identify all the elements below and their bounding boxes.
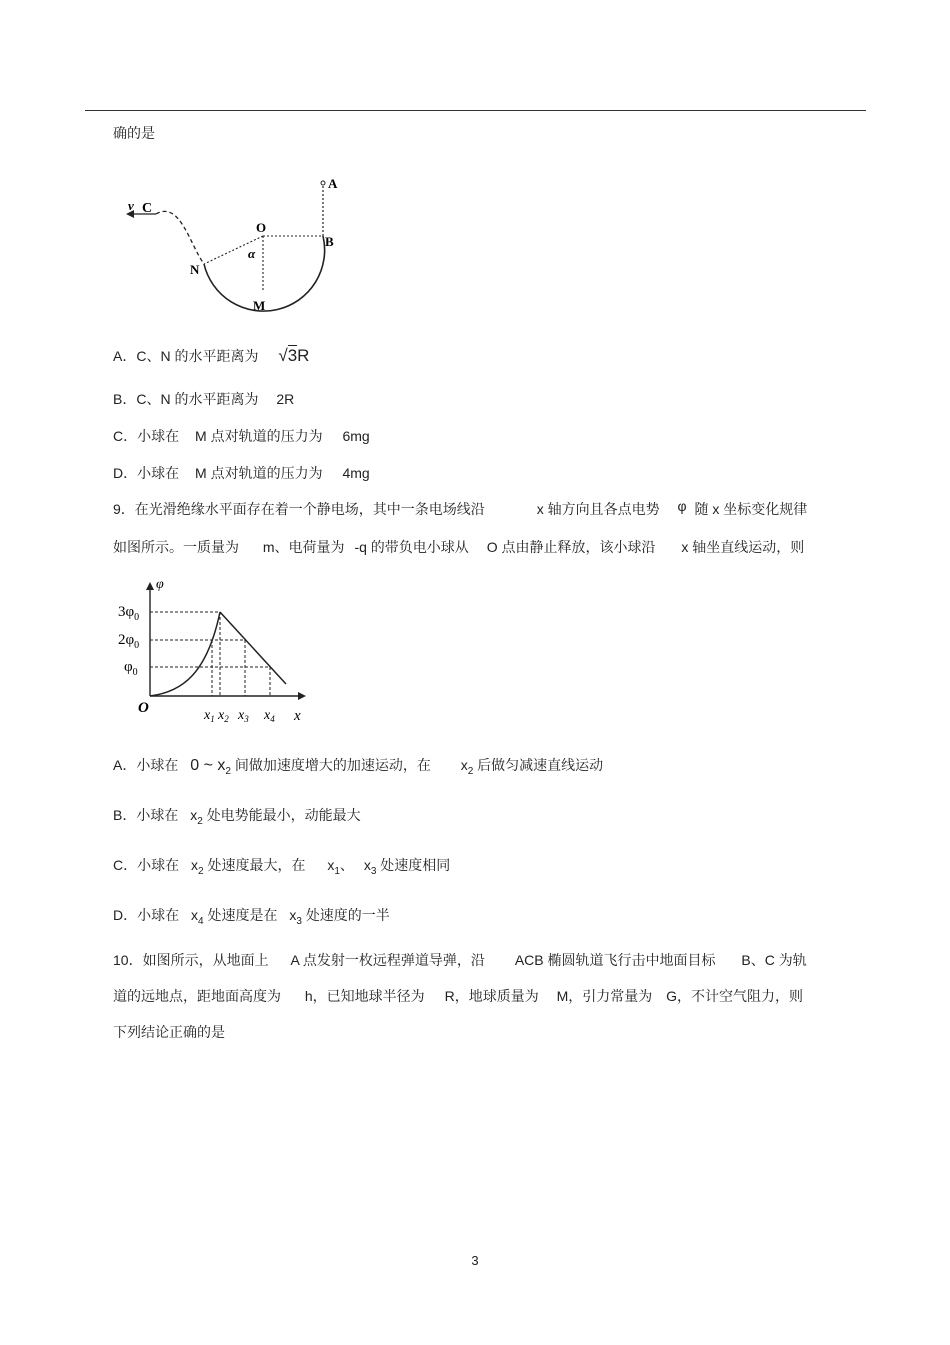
q9-d-x: x — [191, 907, 199, 923]
q8-b-text: B．C、N 的水平距离为 — [113, 391, 259, 407]
q10-line2 — [113, 986, 803, 1006]
q10-l1-d: B、C 为轨 — [741, 952, 807, 968]
q9-p1-c: 随 x 坐标变化规律 — [694, 501, 808, 517]
q8-option-d — [113, 463, 370, 483]
label-v: v — [128, 198, 134, 213]
q9-a-sub: 2 — [225, 766, 231, 777]
q9-c-prefix: C．小球在 — [113, 857, 180, 873]
q8-c-m: M — [195, 428, 207, 444]
q9-p2-b: m、电荷量为 — [262, 539, 345, 555]
q10-l1-b: A 点发射一枚远程弹道导弹，沿 — [290, 952, 485, 968]
q8-d-m: M — [195, 465, 207, 481]
q8-d-prefix: D．小球在 — [113, 465, 180, 481]
q8-c-prefix: C．小球在 — [113, 428, 180, 444]
q9-a-prefix: A．小球在 — [113, 757, 179, 773]
label-2phi0: $2\varphi_0$ — [118, 632, 140, 651]
q9-d-sub: 4 — [198, 916, 204, 927]
q10-line3: 下列结论正确的是 — [113, 1024, 225, 1040]
q9-c-mid: 处速度最大，在 — [207, 857, 306, 873]
q9-c-end: 处速度相同 — [380, 857, 451, 873]
header-rule — [85, 110, 866, 111]
q10-l2-a: 道的远地点，距地面高度为 — [113, 988, 281, 1004]
q9-stem-line1 — [113, 499, 807, 519]
label-c: C — [142, 201, 153, 216]
q9-p2-e: x 轴坐直线运动，则 — [681, 539, 805, 555]
q9-p2-a: 如图所示。一质量为 — [113, 539, 239, 555]
q9-c-sub3: 3 — [370, 866, 377, 877]
label-x4: $x_4$ — [264, 708, 275, 724]
label-phi0: $\varphi_0$ — [124, 659, 138, 678]
q8-option-b — [113, 389, 294, 409]
q8-a-value: √3R — [278, 346, 310, 365]
q9-d-end: 处速度的一半 — [305, 907, 390, 923]
label-o: O — [256, 220, 267, 235]
q8-d-value: 4mg — [342, 465, 370, 481]
q9-c-sep: 、 — [339, 857, 354, 873]
q9-d-x3: x — [289, 907, 297, 923]
q9-stem-line2 — [113, 537, 804, 557]
label-phi: φ — [156, 577, 164, 592]
label-alpha: α — [248, 246, 256, 261]
q9-c-sub1: 1 — [334, 866, 340, 877]
q8-a-sqrt: 3 — [287, 346, 298, 365]
q10-l2-e: G，不计空气阻力，则 — [666, 988, 804, 1004]
label-a: A — [328, 176, 338, 191]
q8-d-text: 点对轨道的压力为 — [210, 465, 323, 481]
q8-b-value: 2R — [276, 391, 295, 407]
label-x2: $x_2$ — [218, 708, 229, 724]
q8-c-text: 点对轨道的压力为 — [210, 428, 323, 444]
potential-graph — [112, 574, 312, 724]
label-b: B — [325, 234, 334, 249]
q9-p1-b: x 轴方向且各点电势 — [536, 501, 660, 517]
q9-c-sub: 2 — [198, 866, 204, 877]
q9-b-end: 处电势能最小，动能最大 — [206, 807, 361, 823]
q9-option-d — [113, 905, 390, 925]
q9-b-prefix: B．小球在 — [113, 807, 179, 823]
q9-c-x: x — [191, 857, 199, 873]
label-x1: $x_1$ — [204, 708, 215, 724]
q9-c-x1: x — [327, 857, 335, 873]
q10-l2-b: h，已知地球半径为 — [304, 988, 425, 1004]
q8-a-text: A．C、N 的水平距离为 — [113, 348, 259, 364]
q8-option-c — [113, 426, 370, 446]
q9-b-x: x — [190, 807, 198, 823]
q9-a-x: x — [460, 757, 468, 773]
q9-d-mid: 处速度是在 — [207, 907, 278, 923]
q9-a-xsub: 2 — [467, 766, 474, 777]
q10-l1-c: ACB 椭圆轨道飞行击中地面目标 — [514, 952, 716, 968]
q9-d-sub3: 3 — [296, 916, 302, 927]
page-number: 3 — [471, 1253, 479, 1268]
q9-p2-d: O 点由静止释放，该小球沿 — [486, 539, 656, 555]
q9-d-prefix: D．小球在 — [113, 907, 180, 923]
label-x-axis: x — [294, 708, 301, 724]
q9-b-sub: 2 — [197, 816, 203, 827]
q10-l1-a: 10．如图所示，从地面上 — [113, 952, 269, 968]
q8-c-value: 6mg — [342, 428, 370, 444]
q9-p1-a: 9．在光滑绝缘水平面存在着一个静电场，其中一条电场线沿 — [113, 501, 485, 517]
q10-line1 — [113, 950, 807, 970]
q9-c-x3: x — [363, 857, 371, 873]
label-origin: O — [138, 700, 149, 716]
q9-a-end: 后做匀减速直线运动 — [477, 757, 604, 773]
q9-option-a — [113, 755, 603, 775]
q10-l2-c: R，地球质量为 — [444, 988, 539, 1004]
q9-p1-phi: φ — [677, 498, 687, 514]
q9-option-b — [113, 805, 361, 825]
q9-a-mid: 间做加速度增大的加速运动，在 — [234, 757, 431, 773]
q8-a-unit: R — [297, 346, 310, 365]
label-3phi0: $3\varphi_0$ — [118, 604, 140, 623]
intro-text: 确的是 — [113, 125, 155, 141]
q9-p2-c: -q 的带负电小球从 — [354, 539, 469, 555]
label-m: M — [253, 298, 266, 313]
track-figure — [120, 170, 350, 320]
label-n: N — [190, 262, 200, 277]
q9-a-range: 0 ~ x — [190, 757, 226, 774]
q10-l2-d: M，引力常量为 — [556, 988, 653, 1004]
label-x3: $x_3$ — [238, 708, 249, 724]
q8-option-a — [113, 346, 309, 366]
q9-option-c — [113, 855, 450, 875]
